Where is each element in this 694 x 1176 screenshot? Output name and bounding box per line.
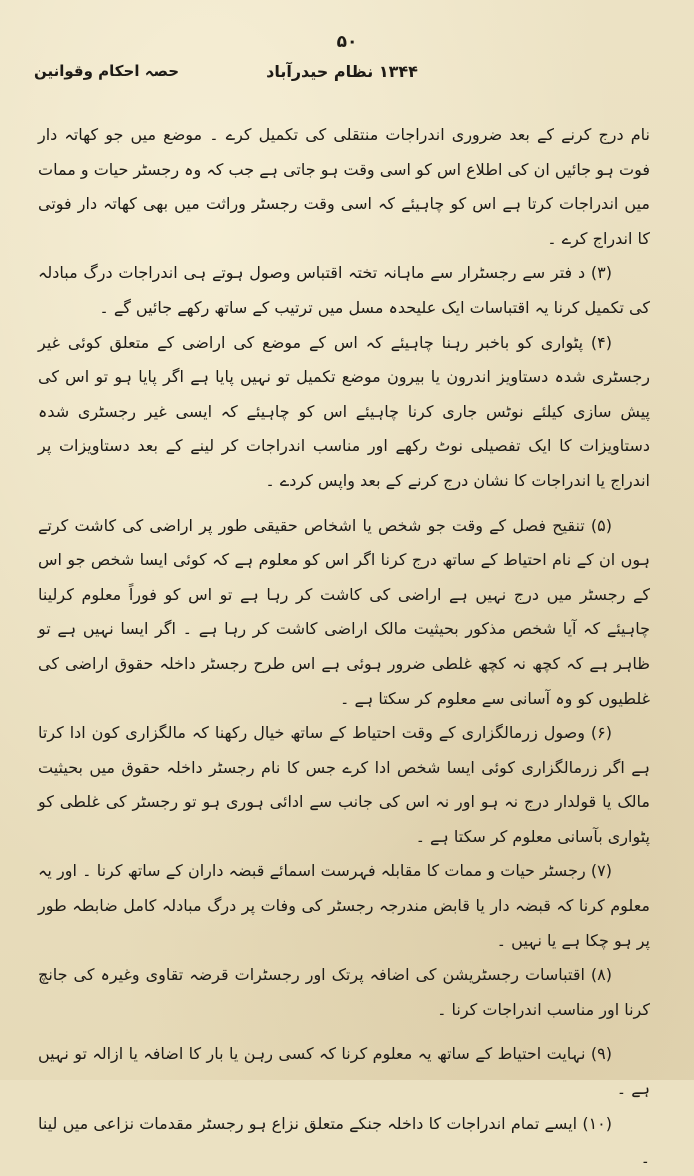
document-body: [38, 118, 650, 1176]
paragraph-item-4: (۴) پٹواری کو باخبر رہنا چاہیئے کہ اس کے موضع کی اراضی کے متعلق کوئی غیر رجسٹری شدہ دستاویز اندرون یا بیرون موضع تکمیل تو نہیں پایا ہے اگر پایا ہو تو اس کی پیش سازی کیلئے نوٹس جاری کرنا چاہیئے اس کو چاہیئے کہ ایسی غیر رجسٹری شدہ دستاویزات کا ایک تفصیلی نوٹ رکھے اور مناسب اندراجات کر لینے کے بعد دستاویزات پر اندراج یا اندراجات کا نشان درج کرنے کے بعد واپس کردے ۔: [38, 332, 650, 490]
running-header: [34, 62, 650, 90]
paragraph-item-5: (۵) تنقیح فصل کے وقت جو شخص یا اشخاص حقیقی طور پر اراضی کی کاشت کرتے ہوں ان کے نام احتیاط کے ساتھ درج کرنا اگر اس کو معلوم ہے کہ کوئی ایسا شخص جو اس کے رجسٹر میں درج نہیں ہے اراضی کی کاشت کر رہا ہے تو اس کو فوراً معلوم کرلینا چاہیئے کہ آیا شخص مذکور بحیثیت مالک اراضی کاشت کر رہا ہے ۔ اگر ایسا نہیں ہے تو ظاہر ہے کہ کچھ نہ کچھ غلطی ضرور ہوئی ہے اس طرح رجسٹر داخلہ حقوق اراضی کی غلطیوں کو وہ آسانی سے معلوم کر سکتا ہے ۔: [38, 515, 650, 708]
paragraph-item-6: (۶) وصول زرمالگزاری کے وقت احتیاط کے ساتھ خیال رکھنا کہ مالگزاری کون ادا کرتا ہے اگر زرمالگزاری کوئی ایسا شخص ادا کرے جس کا نام رجسٹر داخلہ حقوق میں بحیثیت مالک یا قولدار درج نہ ہو اور نہ اس کی جانب سے ادائی ہوری ہو تو رجسٹر کی غلطی کو پٹواری بآسانی معلوم کر سکتا ہے ۔: [38, 723, 650, 846]
paragraph-item-3: (۳) د فتر سے رجسٹرار سے ماہانہ تختہ اقتباس وصول ہوتے ہی اندراجات درگ مبادلہ کی تکمیل کرنا یہ اقتباسات ایک علیحدہ مسل میں ترتیب کے ساتھ رکھے جائیں گے ۔: [38, 263, 650, 317]
paragraph-continuation: نام درج کرنے کے بعد ضروری اندراجات منتقلی کی تکمیل کرے ۔ موضع میں جو کھاتہ دار فوت ہو جائیں ان کی اطلاع اس کو اسی وقت ہو جاتی ہے جب کہ وہ رجسٹر حیات و ممات میں اندراجات کرتا ہے اس کو چاہیئے کہ اسی وقت رجسٹر وراثت میں بھی کھاتہ دار فوتی کا اندراج کرے ۔: [38, 125, 650, 248]
paragraph-item-10: (۱۰) ایسے تمام اندراجات کا داخلہ جنکے متعلق نزاع ہو رجسٹر مقدمات نزاعی میں لینا ۔: [38, 1113, 650, 1168]
header-title: ۱۳۴۴ نظام حیدرآباد: [266, 62, 418, 81]
paragraph-item-7: (۷) رجسٹر حیات و ممات کا مقابلہ فہرست اسمائے قبضہ داران کے ساتھ کرنا ۔ اور یہ معلوم کرنا کہ قبضہ دار یا قابض مندرجہ رجسٹر کی وفات پر درگ مبادلہ کامل ضابطہ طور پر ہو چکا ہے یا نہیں ۔: [38, 861, 650, 950]
paragraph-item-8: (۸) اقتباسات رجسٹریشن کی اضافہ پرتک اور رجسٹرات قرضہ تقاوی وغیرہ کی جانچ کرنا اور مناسب اندراجات کرنا ۔: [38, 965, 650, 1019]
page-number: ۵۰: [336, 32, 358, 52]
paragraph-item-9: (۹) نہایت احتیاط کے ساتھ یہ معلوم کرنا کہ کسی رہن یا بار کا اضافہ یا ازالہ تو نہیں ہے ۔: [38, 1044, 650, 1099]
header-section-title: حصہ احکام وقوانین: [34, 62, 180, 80]
